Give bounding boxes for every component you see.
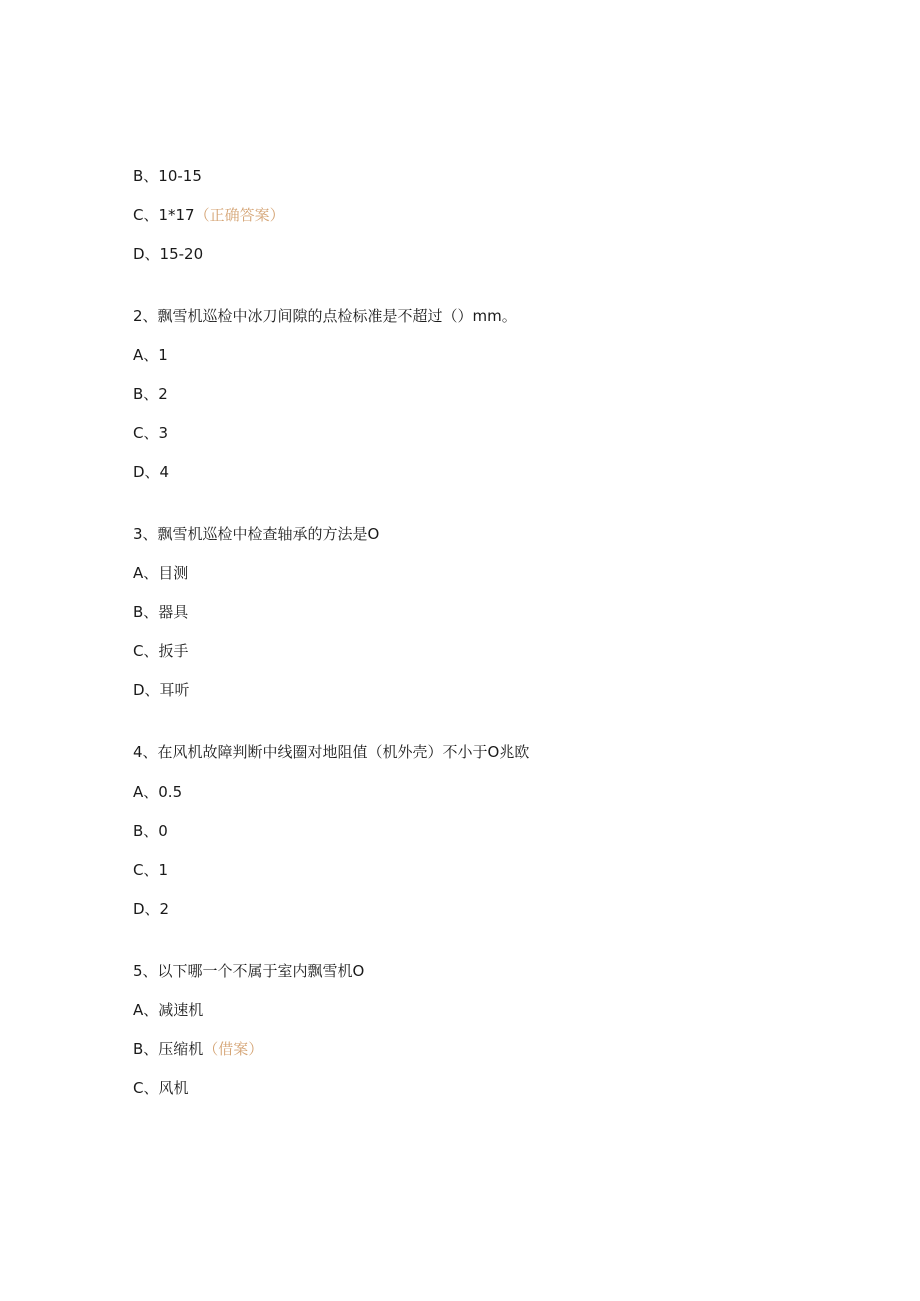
option-text: B、0	[133, 822, 168, 840]
option-text: C、1	[133, 861, 169, 879]
option-text: A、目测	[133, 564, 189, 582]
option-b-q5	[133, 1039, 263, 1059]
question-3	[133, 524, 379, 544]
answer-mark: （正确答案）	[194, 206, 285, 224]
option-text: C、风机	[133, 1079, 189, 1097]
question-2	[133, 306, 517, 326]
option-c-q1	[133, 205, 285, 225]
option-text: A、减速机	[133, 1001, 204, 1019]
option-text: D、4	[133, 463, 170, 481]
option-text: D、2	[133, 900, 170, 918]
option-text: C、1*17	[133, 206, 195, 224]
option-c-q5	[133, 1078, 188, 1098]
option-a-q5	[133, 1000, 203, 1020]
question-text: 3、飘雪机巡检中检查轴承的方法是O	[133, 525, 380, 543]
option-d-q1	[133, 244, 203, 264]
option-d-q2	[133, 462, 169, 482]
option-c-q2	[133, 423, 168, 443]
question-text: 5、以下哪一个不属于室内飘雪机O	[133, 962, 365, 980]
option-b-q4	[133, 821, 168, 841]
option-text: C、3	[133, 424, 169, 442]
option-text: B、器具	[133, 603, 189, 621]
option-text: D、15-20	[133, 245, 204, 263]
option-b-q2	[133, 384, 168, 404]
option-d-q4	[133, 899, 169, 919]
option-text: B、10-15	[133, 167, 202, 185]
question-text: 2、飘雪机巡检中冰刀间隙的点检标准是不超过（）mm。	[133, 307, 517, 325]
question-text: 4、在风机故障判断中线圈对地阻值（机外壳）不小于O兆欧	[133, 743, 530, 761]
option-text: D、耳听	[133, 681, 190, 699]
option-text: C、扳手	[133, 642, 189, 660]
option-b-q1	[133, 166, 202, 186]
option-c-q4	[133, 860, 168, 880]
question-5	[133, 961, 364, 981]
answer-mark: （借案）	[203, 1040, 264, 1058]
option-b-q3	[133, 602, 188, 622]
option-text: A、1	[133, 346, 168, 364]
option-a-q4	[133, 782, 182, 802]
question-4	[133, 742, 529, 762]
option-a-q2	[133, 345, 168, 365]
option-d-q3	[133, 680, 190, 700]
option-a-q3	[133, 563, 188, 583]
option-text: A、0.5	[133, 783, 183, 801]
option-text: B、压缩机	[133, 1040, 204, 1058]
option-c-q3	[133, 641, 188, 661]
option-text: B、2	[133, 385, 168, 403]
